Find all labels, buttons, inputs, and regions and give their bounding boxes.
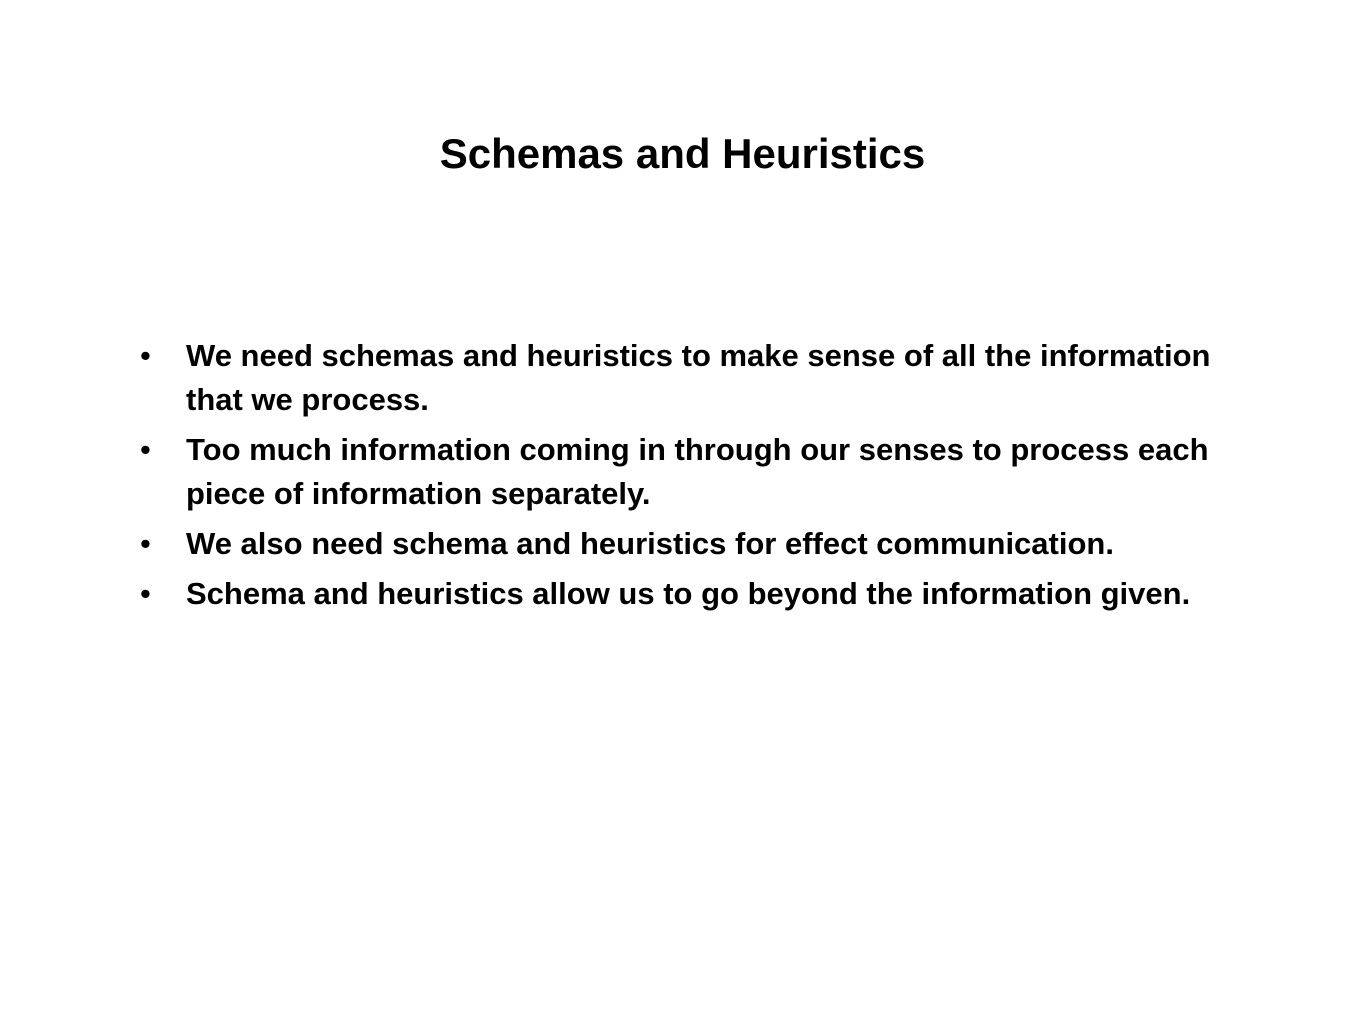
bullet-list bbox=[140, 334, 1240, 622]
bullet-item-1 bbox=[140, 334, 1240, 422]
bullet-icon: • bbox=[140, 432, 151, 467]
bullet-text: We also need schema and heuristics for effect communication. bbox=[186, 526, 1114, 561]
bullet-item-2 bbox=[140, 428, 1240, 516]
bullet-text: Too much information coming in through our senses to process each piece of information separately. bbox=[186, 432, 1209, 511]
bullet-text: Schema and heuristics allow us to go beyond the information given. bbox=[186, 576, 1191, 611]
bullet-icon: • bbox=[140, 526, 151, 561]
slide-title: Schemas and Heuristics bbox=[439, 130, 926, 177]
bullet-item-3 bbox=[140, 522, 1240, 566]
bullet-icon: • bbox=[140, 576, 151, 611]
bullet-icon: • bbox=[140, 338, 151, 373]
bullet-text: We need schemas and heuristics to make sense of all the information that we process. bbox=[186, 338, 1211, 417]
bullet-item-4 bbox=[140, 572, 1240, 616]
